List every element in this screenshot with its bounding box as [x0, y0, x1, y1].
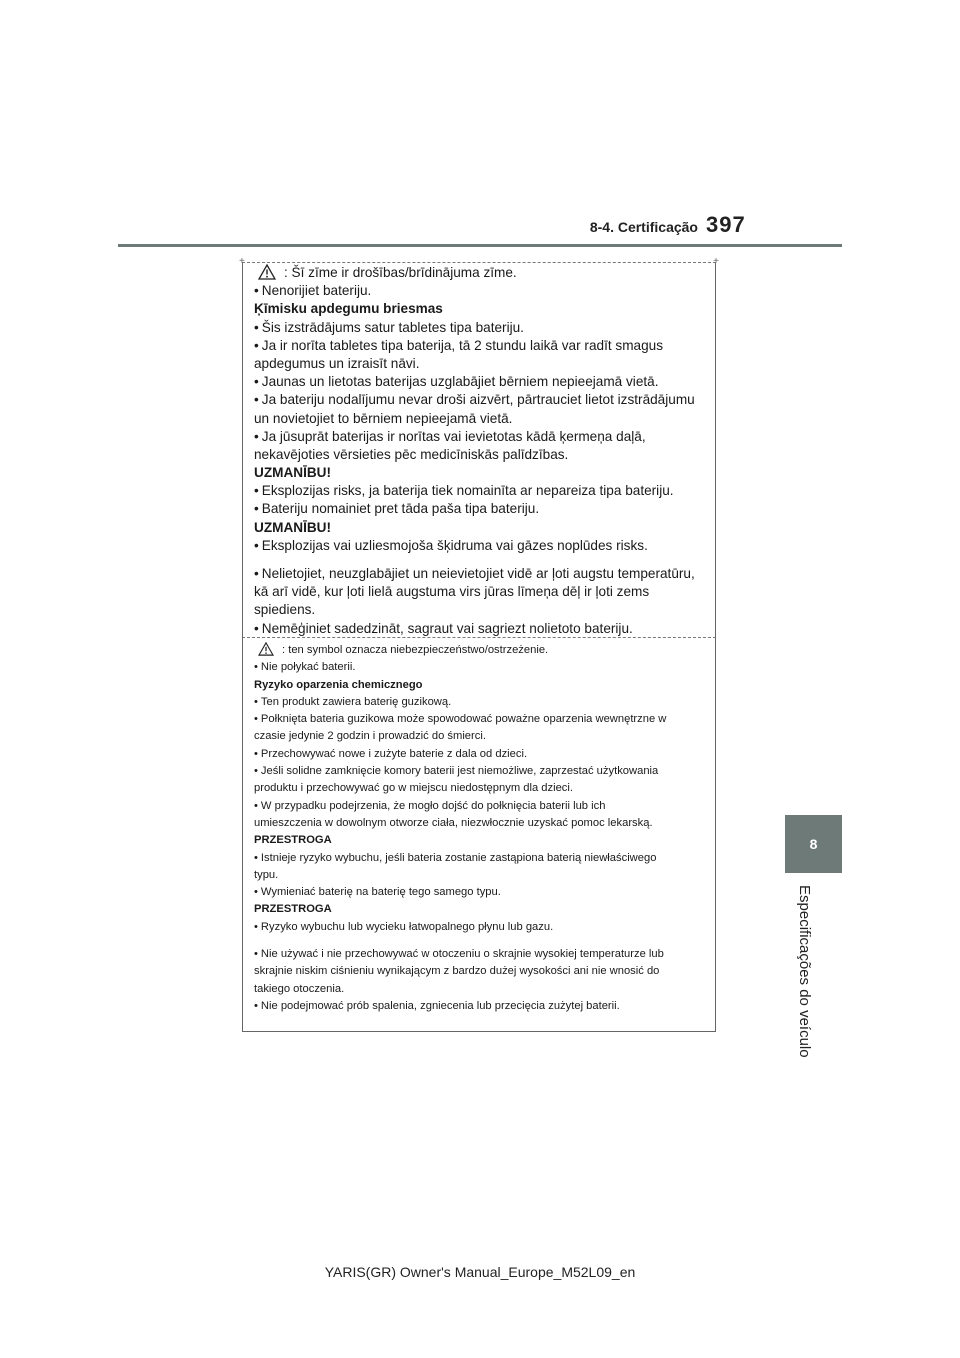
label-line: • Ja ir norīta tabletes tipa baterija, tā 2 stundu laikā var radīt smagus — [254, 337, 709, 355]
label-line: • Nemēģiniet sadedzināt, sagraut vai sagriezt nolietoto bateriju. — [254, 620, 709, 638]
warning-triangle-icon — [258, 642, 274, 656]
label-line: • W przypadku podejrzenia, że mogło dojść do połknięcia baterii lub ich — [254, 798, 709, 815]
label-line: nekavējoties vērsieties pēc medicīniskās palīdzības. — [254, 446, 569, 462]
label-heading: PRZESTROGA — [254, 834, 332, 847]
label-line: • Przechowywać nowe i zużyte baterie z dala od dzieci. — [254, 746, 709, 763]
corner-mark: + — [713, 256, 719, 267]
label-line: produktu i przechowywać go w miejscu niedostępnym dla dzieci. — [254, 782, 573, 795]
label-line: • Bateriju nomainiet pret tāda paša tipa bateriju. — [254, 500, 709, 518]
label-heading: PRZESTROGA — [254, 903, 332, 916]
symbol-line — [254, 642, 709, 659]
label-line: • Ten produkt zawiera baterię guzikową. — [254, 694, 709, 711]
label-line: spiediens. — [254, 602, 316, 618]
page-number: 397 — [706, 212, 746, 237]
label-line: • Nelietojiet, neuzglabājiet un neievietojiet vidē ar ļoti augstu temperatūru, — [254, 565, 709, 583]
symbol-description: : Šī zīme ir drošības/brīdinājuma zīme. — [284, 265, 517, 280]
label-heading: UZMANĪBU! — [254, 519, 332, 535]
battery-label-latvian — [239, 256, 719, 637]
corner-mark: + — [239, 256, 245, 267]
label-line: • Wymieniać baterię na baterię tego samego typu. — [254, 884, 709, 901]
label-line: • Eksplozijas risks, ja baterija tiek nomainīta ar nepareiza tipa bateriju. — [254, 482, 709, 500]
chapter-tab — [785, 815, 842, 873]
section-title: 8-4. Certificação — [589, 219, 698, 235]
label-heading: UZMANĪBU! — [254, 465, 332, 481]
label-line: • Jeśli solidne zamknięcie komory baterii jest niemożliwe, zaprzestać użytkowania — [254, 763, 709, 780]
label-line: • Nie podejmować prób spalenia, zgniecenia lub przecięcia zużytej baterii. — [254, 998, 709, 1015]
header-divider — [118, 244, 842, 247]
chapter-title: Especificações do veículo — [796, 885, 813, 1058]
label-line: • Jaunas un lietotas baterijas uzglabājiet bērniem nepieejamā vietā. — [254, 373, 709, 391]
label-line: takiego otoczenia. — [254, 982, 345, 995]
label-line: • Ja jūsuprāt baterijas ir norītas vai ievietotas kādā ķermeņa daļā, — [254, 428, 709, 446]
label-line: • Nie połykać baterii. — [254, 659, 709, 676]
label-line: un novietojiet to bērniem nepieejamā vietā. — [254, 410, 513, 426]
spacer — [254, 555, 709, 565]
battery-label-polish — [242, 637, 716, 1032]
label-line: • Ja bateriju nodalījumu nevar droši aizvērt, pārtrauciet lietot izstrādājumu — [254, 391, 709, 409]
label-text-polish — [254, 642, 709, 1015]
label-line: umieszczenia w dowolnym otworze ciała, niezwłocznie uzyskać pomoc lekarską. — [254, 816, 653, 829]
label-text-latvian — [254, 264, 709, 638]
label-line: kā arī vidē, kur ļoti lielā augstuma virs jūras līmeņa dēļ ir ļoti zems — [254, 584, 650, 600]
label-line: • Połknięta bateria guzikowa może spowodować poważne oparzenia wewnętrzne w — [254, 711, 709, 728]
label-line: skrajnie niskim ciśnieniu wynikającym z bardzo dużej wysokości ani nie wnosić do — [254, 965, 660, 978]
label-heading: Ryzyko oparzenia chemicznego — [254, 678, 423, 691]
label-line: typu. — [254, 868, 279, 881]
footer-document-id: YARIS(GR) Owner's Manual_Europe_M52L09_en — [324, 1264, 636, 1280]
label-heading: Ķīmisku apdegumu briesmas — [254, 301, 443, 317]
label-line: • Eksplozijas vai uzliesmojoša šķidruma vai gāzes noplūdes risks. — [254, 537, 709, 555]
label-line: • Nenorijiet bateriju. — [254, 282, 709, 300]
warning-triangle-icon — [258, 264, 276, 280]
label-line: • Nie używać i nie przechowywać w otoczeniu o skrajnie wysokiej temperaturze lub — [254, 946, 709, 963]
label-line: apdegumus un izraisīt nāvi. — [254, 355, 420, 371]
label-line: • Šis izstrādājums satur tabletes tipa bateriju. — [254, 319, 709, 337]
label-line: • Istnieje ryzyko wybuchu, jeśli bateria zostanie zastąpiona baterią niewłaściwego — [254, 850, 709, 867]
chapter-number: 8 — [809, 836, 818, 852]
spacer — [254, 936, 709, 946]
symbol-line — [254, 264, 709, 282]
label-line: czasie jedynie 2 godzin i prowadzić do śmierci. — [254, 730, 486, 743]
label-line: • Ryzyko wybuchu lub wycieku łatwopalnego płynu lub gazu. — [254, 919, 709, 936]
symbol-description: : ten symbol oznacza niebezpieczeństwo/ostrzeżenie. — [282, 644, 549, 656]
